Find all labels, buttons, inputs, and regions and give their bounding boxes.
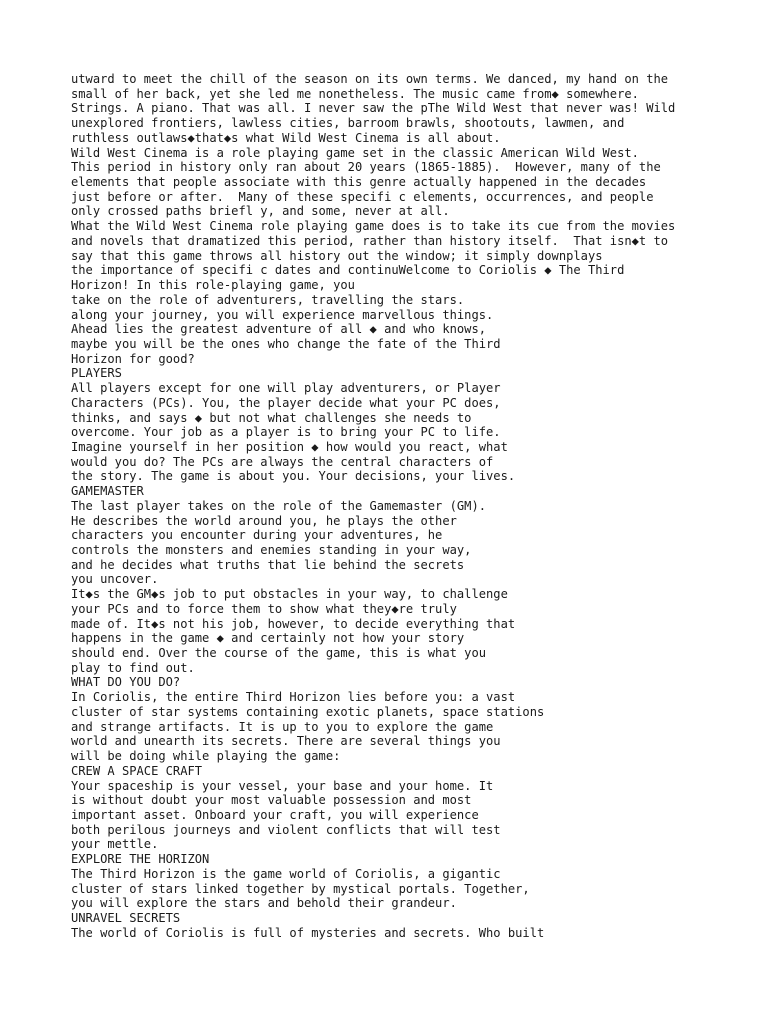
- text-line: along your journey, you will experience marvellous things.: [71, 307, 494, 322]
- text-line: will be doing while playing the game:: [71, 749, 341, 764]
- text-line: Wild West Cinema is a role playing game set in the classic American Wild West.: [71, 145, 639, 160]
- text-line: He describes the world around you, he plays the other: [71, 513, 457, 528]
- text-line: cluster of star systems containing exotic planets, space stations: [71, 704, 545, 719]
- text-line: thinks, and says ◆ but not what challenges she needs to: [71, 410, 472, 425]
- section-heading: EXPLORE THE HORIZON: [71, 852, 210, 867]
- text-line: play to find out.: [71, 660, 195, 675]
- text-line: All players except for one will play adventurers, or Player: [71, 381, 501, 396]
- text-line: your mettle.: [71, 837, 159, 852]
- text-line: should end. Over the course of the game, this is what you: [71, 646, 487, 661]
- text-line: you uncover.: [71, 572, 159, 587]
- text-line: cluster of stars linked together by mystical portals. Together,: [71, 881, 530, 896]
- section-heading: PLAYERS: [71, 366, 122, 381]
- text-line: The world of Coriolis is full of mysteries and secrets. Who built: [71, 925, 545, 940]
- text-line: characters you encounter during your adventures, he: [71, 528, 443, 543]
- text-line: Ahead lies the greatest adventure of all ◆ and who knows,: [71, 322, 487, 337]
- text-line: It◆s the GM◆s job to put obstacles in your way, to challenge: [71, 587, 508, 602]
- text-line: Imagine yourself in her position ◆ how would you react, what: [71, 439, 508, 454]
- text-line: unexplored frontiers, lawless cities, barroom brawls, shootouts, lawmen, and: [71, 116, 625, 131]
- text-line: Strings. A piano. That was all. I never saw the pThe Wild West that never was! Wild: [71, 101, 676, 116]
- text-line: say that this game throws all history out the window; it simply downplays: [71, 248, 603, 263]
- text-line: both perilous journeys and violent conflicts that will test: [71, 822, 501, 837]
- text-line: ruthless outlaws◆that◆s what Wild West Cinema is all about.: [71, 130, 501, 145]
- text-line: made of. It◆s not his job, however, to decide everything that: [71, 616, 516, 631]
- section-heading: GAMEMASTER: [71, 484, 144, 499]
- text-line: Characters (PCs). You, the player decide what your PC does,: [71, 395, 501, 410]
- text-line: world and unearth its secrets. There are several things you: [71, 734, 501, 749]
- text-line: What the Wild West Cinema role playing game does is to take its cue from the movies: [71, 219, 676, 234]
- section-heading: WHAT DO YOU DO?: [71, 675, 181, 690]
- text-line: maybe you will be the ones who change the fate of the Third: [71, 336, 501, 351]
- text-line: is without doubt your most valuable possession and most: [71, 793, 472, 808]
- text-line: only crossed paths briefl y, and some, never at all.: [71, 204, 450, 219]
- text-line: you will explore the stars and behold their grandeur.: [71, 896, 457, 911]
- text-line: would you do? The PCs are always the central characters of: [71, 454, 494, 469]
- text-line: This period in history only ran about 20 years (1865-1885). However, many of the: [71, 160, 661, 175]
- text-line: elements that people associate with this genre actually happened in the decades: [71, 175, 647, 190]
- section-heading: UNRAVEL SECRETS: [71, 910, 181, 925]
- text-line: important asset. Onboard your craft, you will experience: [71, 807, 479, 822]
- text-line: just before or after. Many of these specifi c elements, occurrences, and people: [71, 189, 654, 204]
- text-line: and novels that dramatized this period, rather than history itself. That isn◆t to: [71, 233, 669, 248]
- text-line: Horizon! In this role-playing game, you: [71, 278, 355, 293]
- document-page: [71, 72, 751, 940]
- text-line: overcome. Your job as a player is to bring your PC to life.: [71, 425, 501, 440]
- text-line: small of her back, yet she led me nonetheless. The music came from◆ somewhere.: [71, 86, 639, 101]
- text-line: The Third Horizon is the game world of Coriolis, a gigantic: [71, 866, 501, 881]
- text-line: Your spaceship is your vessel, your base and your home. It: [71, 778, 494, 793]
- text-line: happens in the game ◆ and certainly not how your story: [71, 631, 465, 646]
- text-line: utward to meet the chill of the season on its own terms. We danced, my hand on the: [71, 72, 669, 86]
- section-heading: CREW A SPACE CRAFT: [71, 763, 203, 778]
- text-line: your PCs and to force them to show what they◆re truly: [71, 601, 457, 616]
- text-line: In Coriolis, the entire Third Horizon lies before you: a vast: [71, 690, 516, 705]
- text-line: and he decides what truths that lie behind the secrets: [71, 557, 465, 572]
- text-line: Horizon for good?: [71, 351, 195, 366]
- text-line: controls the monsters and enemies standing in your way,: [71, 543, 472, 557]
- text-line: take on the role of adventurers, travelling the stars.: [71, 292, 465, 307]
- text-line: The last player takes on the role of the Gamemaster (GM).: [71, 498, 487, 513]
- text-line: and strange artifacts. It is up to you to explore the game: [71, 719, 494, 734]
- text-line: the story. The game is about you. Your decisions, your lives.: [71, 469, 516, 484]
- text-line: the importance of specifi c dates and continuWelcome to Coriolis ◆ The Third: [71, 263, 625, 278]
